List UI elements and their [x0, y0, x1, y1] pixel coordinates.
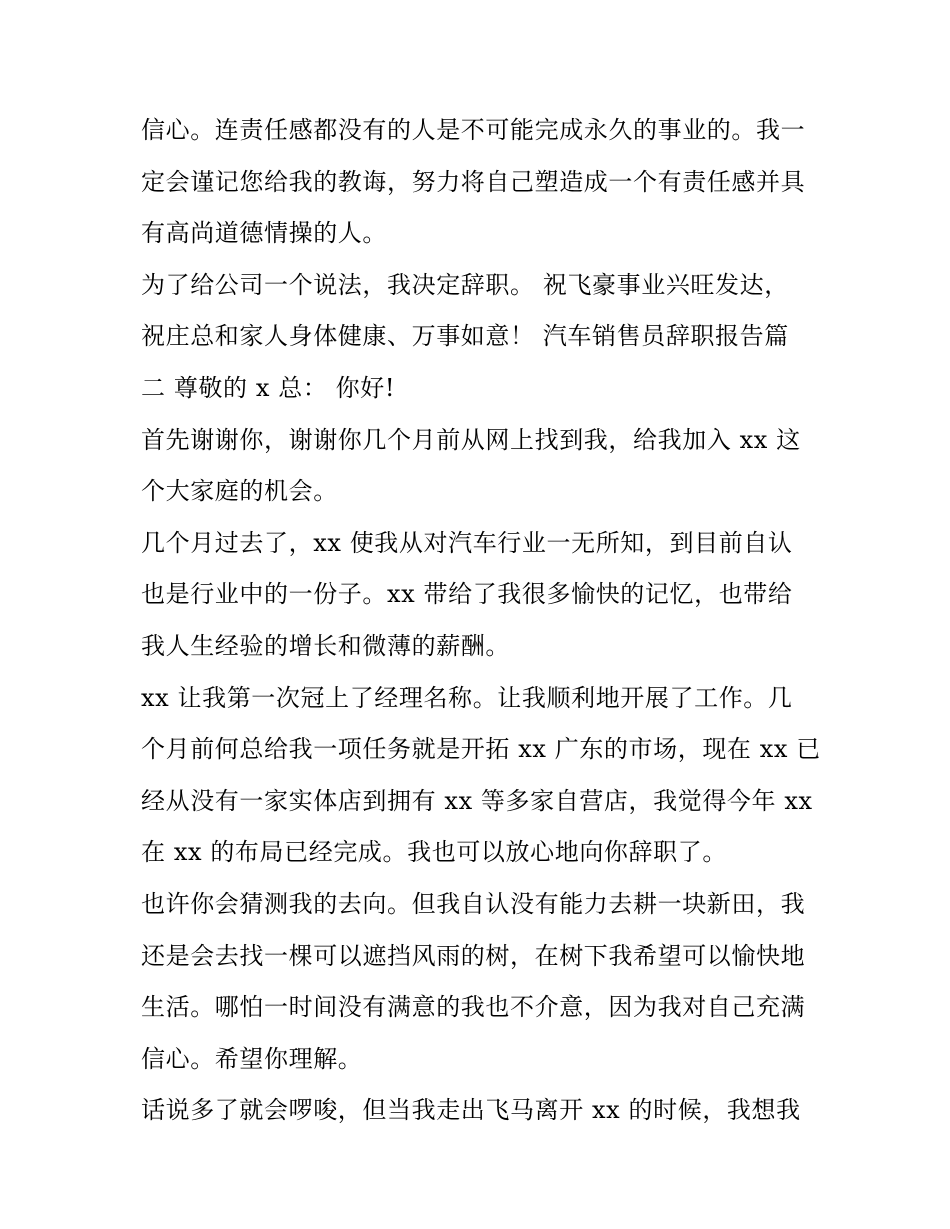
text-line: 也许你会猜测我的去向。但我自认没有能力去耕一块新田，我	[141, 889, 806, 918]
text-line: 生活。哪怕一时间没有满意的我也不介意，因为我对自己充满	[141, 993, 806, 1022]
text-line: 首先谢谢你，谢谢你几个月前从网上找到我，给我加入 xx 这	[141, 425, 801, 454]
text-line: 我人生经验的增长和微薄的薪酬。	[141, 631, 510, 660]
text-line: 也是行业中的一份子。xx 带给了我很多愉快的记忆，也带给	[141, 580, 793, 609]
text-line: 在 xx 的布局已经完成。我也可以放心地向你辞职了。	[141, 838, 727, 867]
text-line: 有高尚道德情操的人。	[141, 219, 387, 248]
text-line: 为了给公司一个说法，我决定辞职。 祝飞豪事业兴旺发达，	[141, 270, 789, 299]
text-line: 话说多了就会啰唆，但当我走出飞马离开 xx 的时候，我想我	[141, 1096, 801, 1125]
text-line: 个月前何总给我一项任务就是开拓 xx 广东的市场，现在 xx 已	[141, 735, 821, 764]
text-line: 信心。连责任感都没有的人是不可能完成永久的事业的。我一	[141, 116, 806, 144]
text-line: 几个月过去了，xx 使我从对汽车行业一无所知，到目前自认	[141, 528, 793, 557]
text-line: 二 尊敬的 x 总： 你好!	[141, 373, 396, 402]
text-line: 祝庄总和家人身体健康、万事如意！ 汽车销售员辞职报告篇	[141, 322, 789, 351]
text-line: xx 让我第一次冠上了经理名称。让我顺利地开展了工作。几	[141, 683, 793, 712]
body-text	[141, 108, 821, 1140]
text-line: 经从没有一家实体店到拥有 xx 等多家自营店，我觉得今年 xx	[141, 786, 813, 815]
text-line: 个大家庭的机会。	[141, 477, 338, 506]
text-line: 信心。希望你理解。	[141, 1044, 363, 1073]
text-line: 还是会去找一棵可以遮挡风雨的树，在树下我希望可以愉快地	[141, 941, 806, 970]
text-line: 定会谨记您给我的教诲，努力将自己塑造成一个有责任感并具	[141, 167, 806, 196]
